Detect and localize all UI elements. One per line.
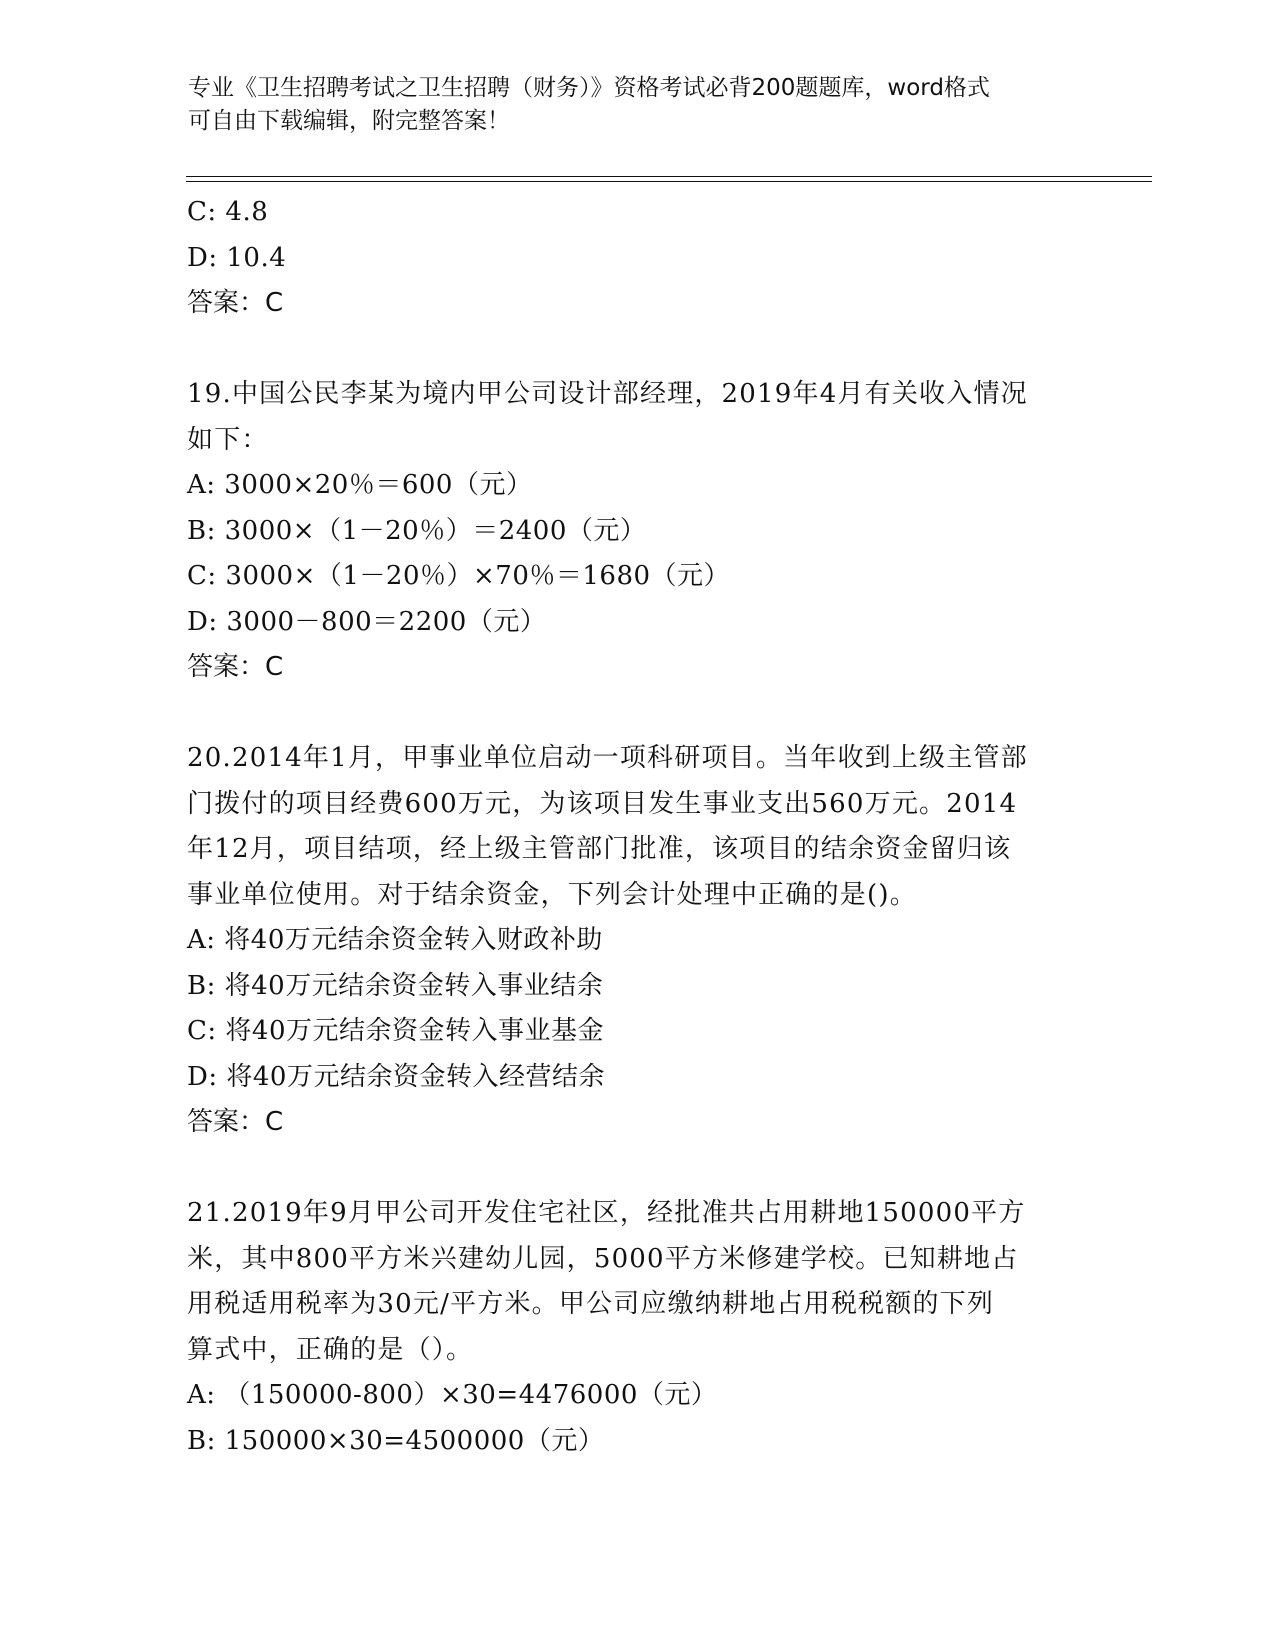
stem-line: 算式中，正确的是（）。 <box>187 1334 474 1365</box>
stem-line: 21.2019年9月甲公司开发住宅社区，经批准共占用耕地150000平方 <box>187 1198 1026 1228</box>
answer-line: 答案：C <box>187 652 284 682</box>
stem-line: 用税适用税率为30元/平方米。甲公司应缴纳耕地占用税税额的下列 <box>187 1289 995 1319</box>
question-19 <box>187 372 1087 691</box>
option-b: B: 3000×（1－20％）＝2400（元） <box>187 515 647 546</box>
option-c: C: 4.8 <box>187 197 269 227</box>
option-d: D: 3000－800＝2200（元） <box>187 606 547 637</box>
question-stem <box>187 736 1087 918</box>
stem-line: 20.2014年1月，甲事业单位启动一项科研项目。当年收到上级主管部 <box>187 743 1028 773</box>
header-rule-bottom <box>186 181 1152 182</box>
option-a: A: 将40万元结余资金转入财政补助 <box>187 925 603 955</box>
answer-line: 答案：C <box>187 1107 284 1137</box>
question-stem <box>187 372 1087 463</box>
header-rule-top <box>186 176 1152 177</box>
header-title-line-2: 可自由下载编辑，附完整答案！ <box>188 108 510 134</box>
answer-line: 答案：C <box>187 288 284 318</box>
spacer <box>187 1146 1087 1192</box>
option-b: B: 将40万元结余资金转入事业结余 <box>187 970 604 1001</box>
document-header <box>188 72 1088 138</box>
stem-line: 年12月，项目结项，经上级主管部门批准，该项目的结余资金留归该 <box>187 834 1012 864</box>
option-c: C: 将40万元结余资金转入事业基金 <box>187 1016 605 1046</box>
question-21 <box>187 1191 1087 1464</box>
option-c: C: 3000×（1－20％）×70％＝1680（元） <box>187 561 731 591</box>
question-stem <box>187 1191 1087 1373</box>
stem-line: 19.中国公民李某为境内甲公司设计部经理，2019年4月有关收入情况 <box>187 379 1028 409</box>
stem-line: 门拨付的项目经费600万元，为该项目发生事业支出560万元。2014 <box>187 788 1018 819</box>
option-a: A: 3000×20％＝600（元） <box>187 470 533 500</box>
option-d: D: 10.4 <box>187 242 287 273</box>
spacer <box>187 691 1087 737</box>
header-title-line-1: 专业《卫生招聘考试之卫生招聘（财务）》资格考试必背200题题库，word格式 <box>188 75 990 101</box>
stem-line: 如下： <box>187 424 269 455</box>
question-20 <box>187 736 1087 1146</box>
document-body <box>187 190 1087 1464</box>
option-b: B: 150000×30=4500000（元） <box>187 1425 605 1456</box>
option-d: D: 将40万元结余资金转入经营结余 <box>187 1061 605 1092</box>
stem-line: 米，其中800平方米兴建幼儿园，5000平方米修建学校。已知耕地占 <box>187 1243 1019 1274</box>
option-a: A: （150000-800）×30=4476000（元） <box>187 1380 718 1410</box>
stem-line: 事业单位使用。对于结余资金，下列会计处理中正确的是()。 <box>187 879 917 910</box>
spacer <box>187 327 1087 373</box>
previous-question-tail <box>187 190 1087 327</box>
